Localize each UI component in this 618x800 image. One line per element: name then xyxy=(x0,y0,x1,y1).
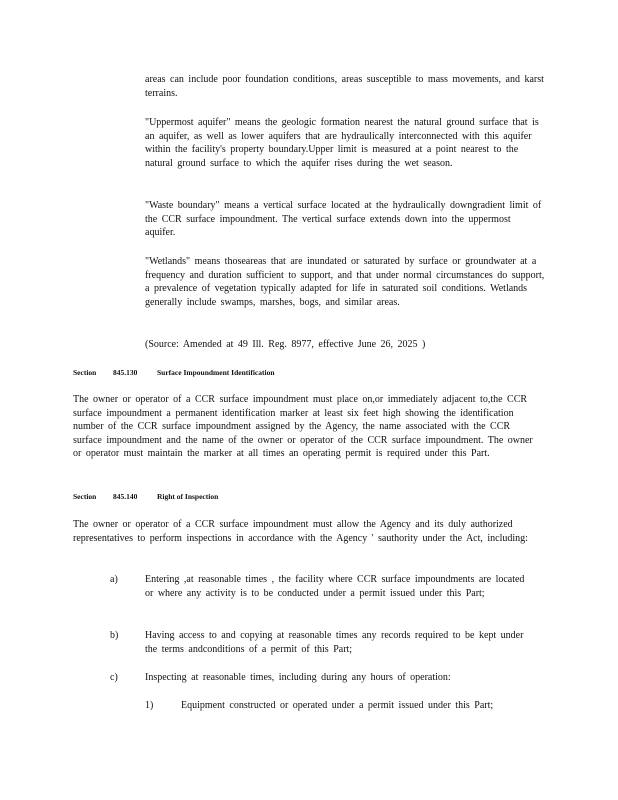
section-word: Section xyxy=(73,492,97,501)
list-item-text: Having access to and copying at reasonable times any records required to be kept under the terms andconditions of a permit of this Part; xyxy=(145,630,524,655)
section-heading-845-140 xyxy=(73,492,218,501)
section-number: 845.140 xyxy=(113,492,138,501)
section-845-140-body: The owner or operator of a CCR surface impoundment must allow the Agency and its duly authorized representatives to perform inspections in accordance with the Agency ' sauthority under the Act, including: xyxy=(73,519,528,544)
list-item-label: c) xyxy=(110,672,118,683)
paragraph-karst: areas can include poor foundation conditions, areas susceptible to mass movements, and karst terrains. xyxy=(145,74,544,99)
section-title: Surface Impoundment Identification xyxy=(157,368,275,377)
sub-item-label: 1) xyxy=(145,700,154,711)
definition-wetlands: "Wetlands" means thoseareas that are inundated or saturated by surface or groundwater at a frequency and duration sufficient to support, and that under normal circumstances do support, a prevalence of vegetation typically adapted for life in saturated soil conditions. Wetlands generally include swamps, marshes, bogs, and similar areas. xyxy=(145,256,545,308)
definition-uppermost-aquifer: "Uppermost aquifer" means the geologic formation nearest the natural ground surface that is an aquifer, as well as lower aquifers that are hydraulically interconnected with this aquifer within the facility's property boundary.Upper limit is measured at a point nearest to the natural ground surface to which the aquifer rises during the wet season. xyxy=(145,117,539,169)
list-item-label: b) xyxy=(110,630,119,641)
definition-waste-boundary: "Waste boundary" means a vertical surface located at the hydraulically downgradient limit of the CCR surface impoundment. The vertical surface extends down into the uppermost aquifer. xyxy=(145,200,542,238)
section-number: 845.130 xyxy=(113,368,138,377)
list-item-text: Entering ,at reasonable times , the facility where CCR surface impoundments are located or where any activity is to be conducted under a permit issued under this Part; xyxy=(145,574,525,599)
section-heading-845-130 xyxy=(73,368,275,377)
source-note: (Source: Amended at 49 Ill. Reg. 8977, effective June 26, 2025 ) xyxy=(145,339,426,350)
section-title: Right of Inspection xyxy=(157,492,219,501)
section-845-130-body: The owner or operator of a CCR surface impoundment must place on,or immediately adjacent to,the CCR surface impoundment a permanent identification marker at least six feet high showing the identification number of the CCR surface impoundment assigned by the Agency, the name associated with the CCR surface impoundment and the name of the owner or operator of the CCR surface impoundment. The owner or operator must maintain the marker at all times an operating permit is required under this Part. xyxy=(73,394,533,459)
sub-item-text: Equipment constructed or operated under a permit issued under this Part; xyxy=(181,700,494,711)
list-item-text: Inspecting at reasonable times, including during any hours of operation: xyxy=(145,672,451,683)
list-item-label: a) xyxy=(110,574,118,585)
section-word: Section xyxy=(73,368,97,377)
